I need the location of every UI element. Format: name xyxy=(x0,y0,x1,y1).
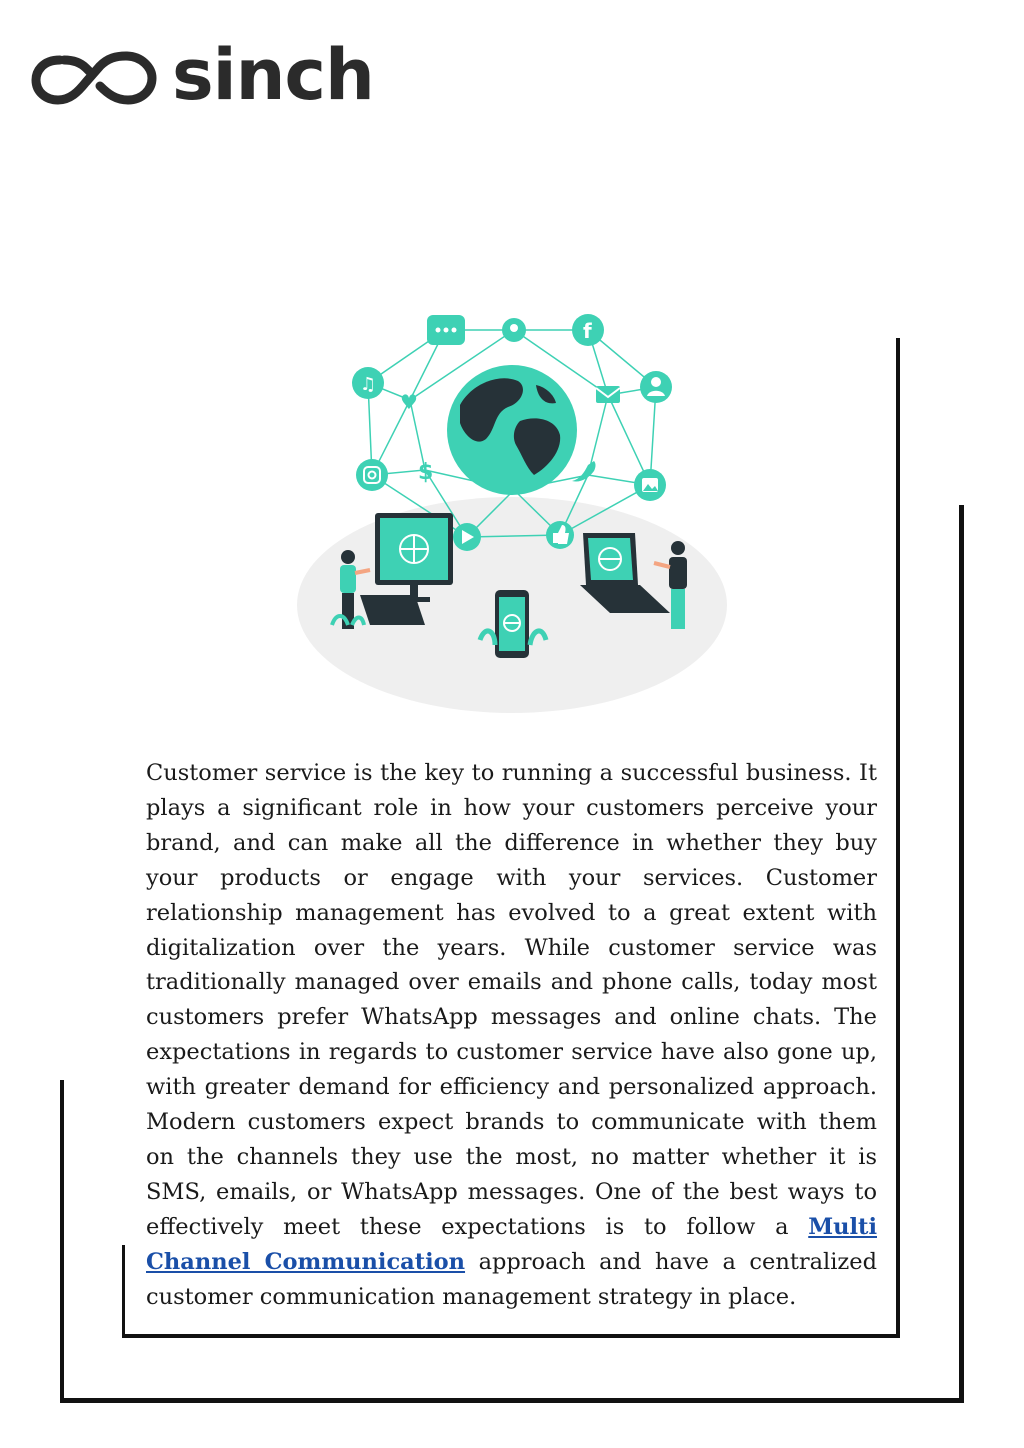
location-pin-icon xyxy=(502,318,526,342)
paragraph-text-after-link: approach and have a centralized customer communication management strategy in place. xyxy=(146,1248,877,1310)
thumbs-up-icon xyxy=(546,521,574,549)
inner-frame-left-border xyxy=(122,1245,125,1338)
twitter-icon xyxy=(572,461,596,482)
article-paragraph xyxy=(146,756,877,1315)
dollar-icon xyxy=(418,460,433,485)
heart-icon xyxy=(400,390,418,414)
music-note-icon xyxy=(352,367,384,399)
inner-frame-bottom-border xyxy=(122,1334,900,1338)
smartphone xyxy=(495,590,529,658)
sinch-wordmark: sinch xyxy=(172,34,374,116)
play-icon xyxy=(453,523,481,551)
facebook-icon xyxy=(572,314,604,346)
outer-frame-left-border xyxy=(60,1080,64,1403)
svg-text:♥: ♥ xyxy=(400,390,418,414)
sinch-logo-symbol-icon xyxy=(30,48,160,110)
svg-text:$: $ xyxy=(418,460,434,485)
keyboard xyxy=(360,595,425,625)
inner-frame-right-border xyxy=(896,338,900,1338)
outer-frame-bottom-border xyxy=(60,1398,964,1403)
chat-bubble-icon xyxy=(427,315,465,345)
svg-text:♫: ♫ xyxy=(360,374,377,395)
multi-channel-communication-link[interactable]: Multi Channel Communication xyxy=(146,1213,877,1275)
svg-text:f: f xyxy=(583,319,592,343)
instagram-icon xyxy=(356,459,388,491)
user-icon xyxy=(640,371,672,403)
paragraph-text-before-link: Customer service is the key to running a successful business. It plays a significant role in how your customers perceive your brand, and can make all the difference in whether they buy your products or engage with your services. Customer relationship management has evolved to a great extent with digitalization over the years. While customer service was traditionally managed over emails and phone calls, today most customers prefer WhatsApp messages and online chats. The expectations in regards to customer service have also gone up, with greater demand for efficiency and personalized approach. Modern customers expect brands to communicate with them on the channels they use the most, no matter whether it is SMS, emails, or WhatsApp messages. One of the best ways to effectively meet these expectations is to follow a xyxy=(146,760,877,1240)
multichannel-network-illustration xyxy=(290,295,740,715)
image-icon xyxy=(634,469,666,501)
outer-frame-right-border xyxy=(959,505,964,1403)
globe-icon xyxy=(447,365,577,495)
sinch-logo[interactable] xyxy=(30,34,374,116)
mail-icon xyxy=(596,386,620,403)
